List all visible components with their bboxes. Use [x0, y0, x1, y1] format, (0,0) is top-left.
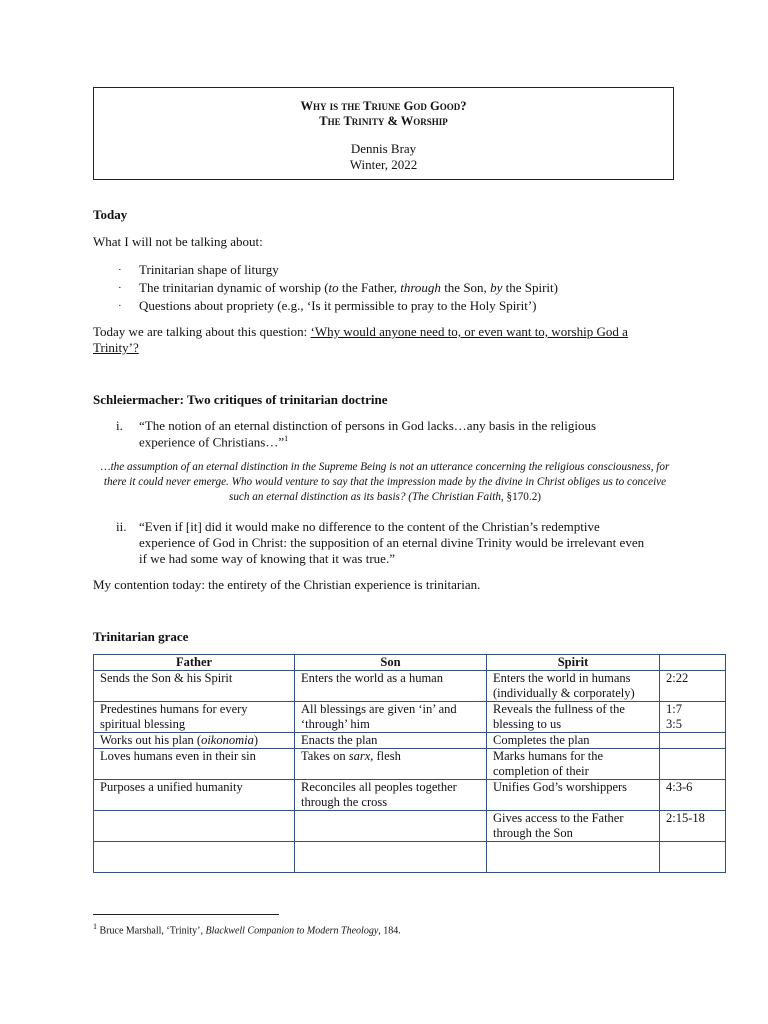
contention: My contention today: the entirety of the Christian experience is trinitarian.: [93, 577, 481, 592]
schleiermacher-heading: Schleiermacher: Two critiques of trinitarian doctrine: [93, 392, 388, 407]
table-cell: [295, 811, 487, 842]
table-cell: Marks humans for the completion of their: [487, 749, 660, 780]
table-cell: [487, 842, 660, 873]
column-header: [660, 655, 726, 671]
table-cell: [295, 842, 487, 873]
table-cell: [660, 733, 726, 749]
column-header: Father: [94, 655, 295, 671]
column-header: Son: [295, 655, 487, 671]
table-cell: Works out his plan (oikonomia): [94, 733, 295, 749]
bullet-item: The trinitarian dynamic of worship (to the Father, through the Son, by the Spirit): [139, 280, 558, 295]
question-line: Today we are talking about this question: ‘Why would anyone need to, or even want to, worship God a: [93, 324, 628, 339]
table-cell: Purposes a unified humanity: [94, 780, 295, 811]
table-row: [94, 842, 726, 873]
table-row: [94, 749, 726, 780]
table-cell: All blessings are given ‘in’ and ‘through’ him: [295, 702, 487, 733]
table-cell: [94, 811, 295, 842]
bullet-dot: ·: [118, 264, 122, 276]
table-cell: Reconciles all peoples together through the cross: [295, 780, 487, 811]
table-cell: 2:15-18: [660, 811, 726, 842]
table-cell: Gives access to the Father through the Son: [487, 811, 660, 842]
table-cell: Enacts the plan: [295, 733, 487, 749]
block-quote: …the assumption of an eternal distinction in the Supreme Being is not an utterance concerning the religious consciousness, for there it could never emerge. Who would venture to say that the impression made by the divine in Christ obliges us to conceive such an eternal distinction as its basis? (The Christian Faith, §170.2): [100, 461, 670, 503]
table-cell: Enters the world in humans (individually & corporately): [487, 671, 660, 702]
table-row: [94, 733, 726, 749]
table-cell: Loves humans even in their sin: [94, 749, 295, 780]
critique-number: ii.: [116, 519, 127, 534]
term-date: Winter, 2022: [349, 157, 418, 172]
question-line: Trinity’?: [93, 340, 139, 355]
critique-text: experience of God in Christ: the supposition of an eternal divine Trinity would be irrelevant even: [139, 535, 645, 550]
trinitarian-grace-table: [93, 654, 726, 873]
author-name: Dennis Bray: [350, 141, 417, 156]
footnote-ref: 1: [284, 434, 289, 443]
table-cell: [660, 842, 726, 873]
critique-text: “The notion of an eternal distinction of persons in God lacks…any basis in the religious: [139, 418, 597, 433]
critique-text: “Even if [it] did it would make no difference to the content of the Christian’s redemptive: [139, 519, 600, 534]
today-heading: Today: [93, 207, 128, 222]
table-cell: 1:7 3:5: [660, 702, 726, 733]
bullet-item: Questions about propriety (e.g., ‘Is it permissible to pray to the Holy Spirit’): [139, 298, 537, 313]
table-header-row: [94, 655, 726, 671]
table-row: [94, 780, 726, 811]
document-title: Why is the Triune God Good?: [300, 99, 467, 113]
table-row: [94, 671, 726, 702]
title-box: [93, 87, 674, 180]
footnote: $^1$ Bruce Marshall, ‘Trinity’, Blackwell Companion to Modern Theology, 184.: [93, 922, 401, 937]
table-row: [94, 702, 726, 733]
bullet-dot: ·: [118, 300, 122, 312]
table-cell: 4:3-6: [660, 780, 726, 811]
table-cell: Sends the Son & his Spirit: [94, 671, 295, 702]
table-cell: Predestines humans for every spiritual blessing: [94, 702, 295, 733]
table-cell: Takes on sarx, flesh: [295, 749, 487, 780]
critique-text: experience of Christians…”$^1$: [139, 434, 289, 450]
table-cell: Reveals the fullness of the blessing to us: [487, 702, 660, 733]
table-cell: 2:22: [660, 671, 726, 702]
critique-number: i.: [116, 418, 123, 433]
footnote-divider: [93, 914, 279, 915]
column-header: Spirit: [487, 655, 660, 671]
table-cell: Completes the plan: [487, 733, 660, 749]
table-cell: Enters the world as a human: [295, 671, 487, 702]
grace-heading: Trinitarian grace: [93, 629, 189, 644]
bullet-dot: ·: [118, 282, 122, 294]
today-intro: What I will not be talking about:: [93, 234, 263, 249]
table-cell: [660, 749, 726, 780]
table-cell: [94, 842, 295, 873]
table-row: [94, 811, 726, 842]
table-cell: Unifies God’s worshippers: [487, 780, 660, 811]
bullet-item: Trinitarian shape of liturgy: [139, 262, 279, 277]
document-subtitle: The Trinity & Worship: [319, 114, 448, 128]
critique-text: if we had some way of knowing that it was true.”: [139, 551, 395, 566]
